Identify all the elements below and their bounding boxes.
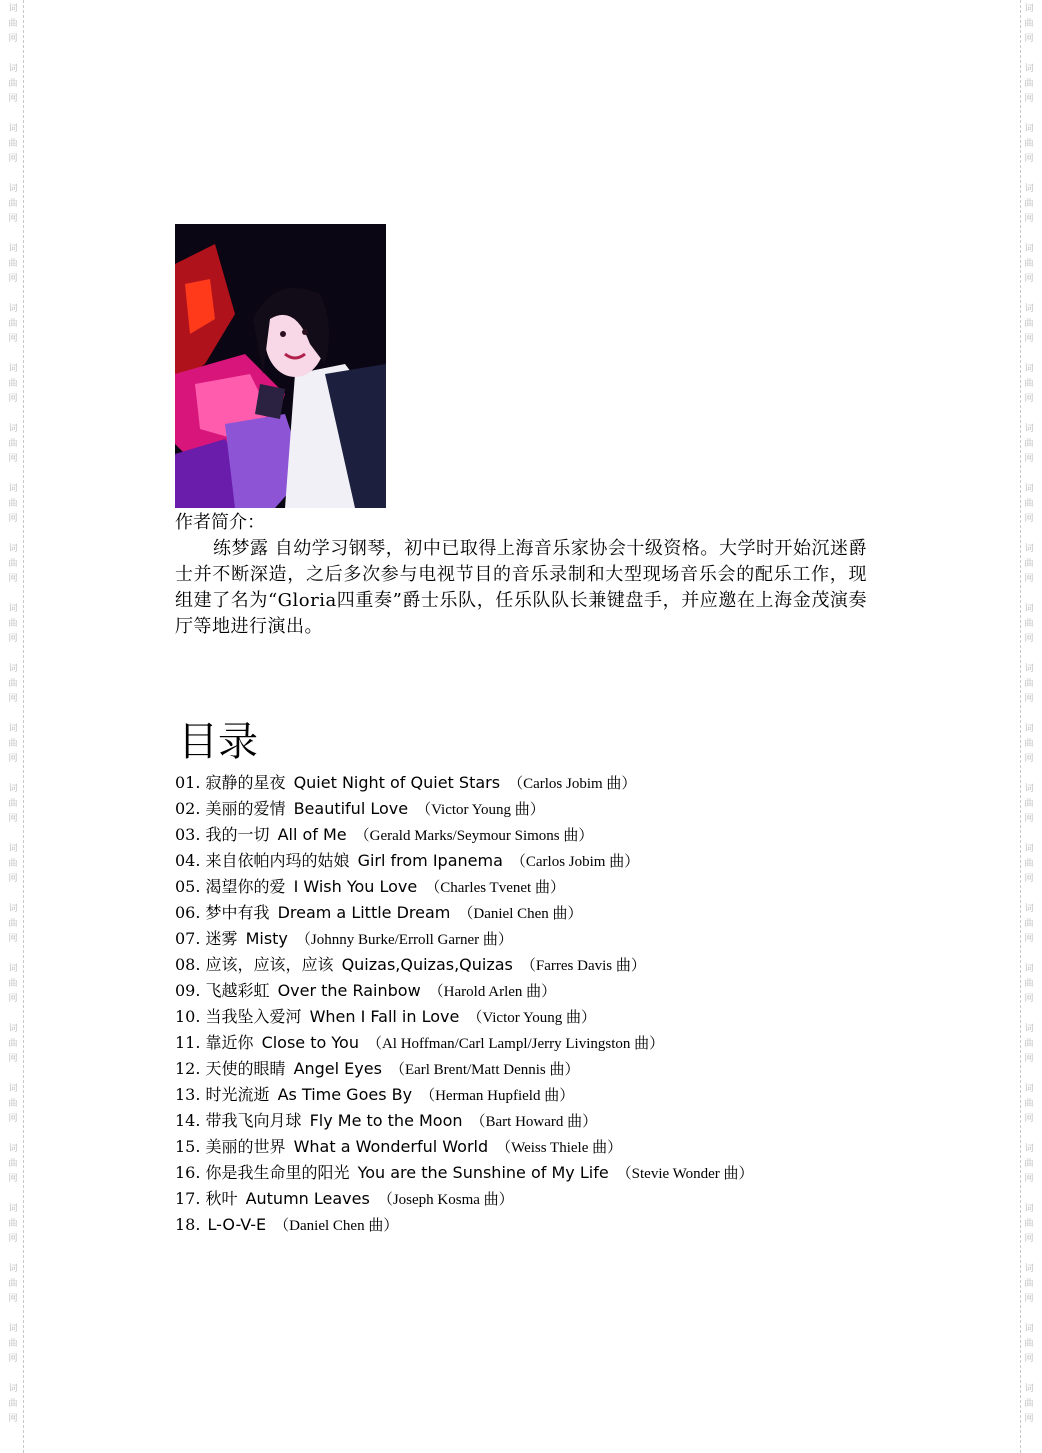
watermark-stamp: 词 曲 网 [8,1324,18,1364]
toc-item: 11. 靠近你 Close to You （Al Hoffman/Carl Lampl/Jerry Livingston 曲） [175,1033,665,1052]
watermark-stamp: 词 曲 网 [1024,1324,1034,1364]
toc-item: 17. 秋叶 Autumn Leaves （Joseph Kosma 曲） [175,1189,514,1208]
watermark-stamp: 词 曲 网 [8,1084,18,1124]
toc-item: 05. 渴望你的爱 I Wish You Love （Charles Tvenet 曲） [175,877,565,896]
toc-item: 02. 美丽的爱情 Beautiful Love （Victor Young 曲） [175,799,545,818]
watermark-stamp: 词 曲 网 [8,244,18,284]
watermark-stamp: 词 曲 网 [1024,784,1034,824]
toc-item: 14. 带我飞向月球 Fly Me to the Moon （Bart Howard 曲） [175,1111,598,1130]
watermark-stamp: 词 曲 网 [1024,484,1034,524]
watermark-stamp: 词 曲 网 [8,1204,18,1244]
author-photo [175,224,386,508]
toc-item: 15. 美丽的世界 What a Wonderful World （Weiss Thiele 曲） [175,1137,623,1156]
toc-item: 01. 寂静的星夜 Quiet Night of Quiet Stars （Carlos Jobim 曲） [175,773,637,792]
toc-title: 目录 [178,719,258,765]
watermark-stamp: 词 曲 网 [1024,64,1034,104]
watermark-stamp: 词 曲 网 [1024,964,1034,1004]
watermark-stamp: 词 曲 网 [8,424,18,464]
watermark-stamp: 词 曲 网 [8,904,18,944]
watermark-stamp: 词 曲 网 [8,4,18,44]
author-photo-image [175,224,386,508]
watermark-stamp: 词 曲 网 [1024,604,1034,644]
watermark-stamp: 词 曲 网 [8,64,18,104]
toc-item: 07. 迷雾 Misty （Johnny Burke/Erroll Garner 曲） [175,929,513,948]
watermark-stamp: 词 曲 网 [8,124,18,164]
bio-text: 练梦露 自幼学习钢琴，初中已取得上海音乐家协会十级资格。大学时开始沉迷爵士并不断深造，之后多次参与电视节目的音乐录制和大型现场音乐会的配乐工作，现组建了名为“Gloria四重奏”爵士乐队，任乐队队长兼键盘手，并应邀在上海金茂演奏厅等地进行演出。 [175,538,867,637]
toc-item: 03. 我的一切 All of Me （Gerald Marks/Seymour Simons 曲） [175,825,594,844]
toc-item: 06. 梦中有我 Dream a Little Dream （Daniel Chen 曲） [175,903,583,922]
watermark-stamp: 词 曲 网 [8,1144,18,1184]
watermark-stamp: 词 曲 网 [1024,304,1034,344]
toc-list [175,770,754,1238]
toc-item: 08. 应该，应该，应该 Quizas,Quizas,Quizas （Farres Davis 曲） [175,955,646,974]
watermark-stamp: 词 曲 网 [8,724,18,764]
watermark-stamp: 词 曲 网 [8,184,18,224]
watermark-stamp: 词 曲 网 [8,484,18,524]
watermark-stamp: 词 曲 网 [1024,544,1034,584]
toc-item: 16. 你是我生命里的阳光 You are the Sunshine of My Life （Stevie Wonder 曲） [175,1163,754,1182]
toc-item: 10. 当我坠入爱河 When I Fall in Love （Victor Young 曲） [175,1007,597,1026]
left-dashed-border [23,0,24,1453]
watermark-stamp: 词 曲 网 [8,964,18,1004]
watermark-stamp: 词 曲 网 [1024,904,1034,944]
toc-item: 12. 天使的眼睛 Angel Eyes （Earl Brent/Matt Dennis 曲） [175,1059,580,1078]
watermark-stamp: 词 曲 网 [8,604,18,644]
watermark-stamp: 词 曲 网 [1024,1264,1034,1304]
watermark-stamp: 词 曲 网 [1024,664,1034,704]
watermark-stamp: 词 曲 网 [1024,4,1034,44]
watermark-stamp: 词 曲 网 [8,844,18,884]
watermark-stamp: 词 曲 网 [8,1384,18,1424]
watermark-stamp: 词 曲 网 [1024,1204,1034,1244]
watermark-stamp: 词 曲 网 [1024,724,1034,764]
watermark-stamp: 词 曲 网 [8,1264,18,1304]
right-watermark-rail [1020,0,1040,1453]
toc-item: 09. 飞越彩虹 Over the Rainbow （Harold Arlen 曲） [175,981,557,1000]
watermark-stamp: 词 曲 网 [8,784,18,824]
watermark-stamp: 词 曲 网 [1024,1144,1034,1184]
watermark-stamp: 词 曲 网 [1024,184,1034,224]
watermark-stamp: 词 曲 网 [1024,844,1034,884]
toc-item: 18. L-O-V-E （Daniel Chen 曲） [175,1215,399,1234]
bio-heading: 作者简介： [175,512,265,533]
watermark-stamp: 词 曲 网 [8,664,18,704]
watermark-stamp: 词 曲 网 [8,1024,18,1064]
watermark-stamp: 词 曲 网 [1024,1024,1034,1064]
watermark-stamp: 词 曲 网 [1024,424,1034,464]
watermark-stamp: 词 曲 网 [8,304,18,344]
watermark-stamp: 词 曲 网 [1024,124,1034,164]
watermark-stamp: 词 曲 网 [8,364,18,404]
watermark-stamp: 词 曲 网 [1024,1384,1034,1424]
left-watermark-rail [4,0,24,1453]
watermark-stamp: 词 曲 网 [1024,1084,1034,1124]
watermark-stamp: 词 曲 网 [8,544,18,584]
toc-item: 13. 时光流逝 As Time Goes By （Herman Hupfield 曲） [175,1085,575,1104]
watermark-stamp: 词 曲 网 [1024,244,1034,284]
watermark-stamp: 词 曲 网 [1024,364,1034,404]
toc-item: 04. 来自依帕内玛的姑娘 Girl from Ipanema （Carlos Jobim 曲） [175,851,640,870]
